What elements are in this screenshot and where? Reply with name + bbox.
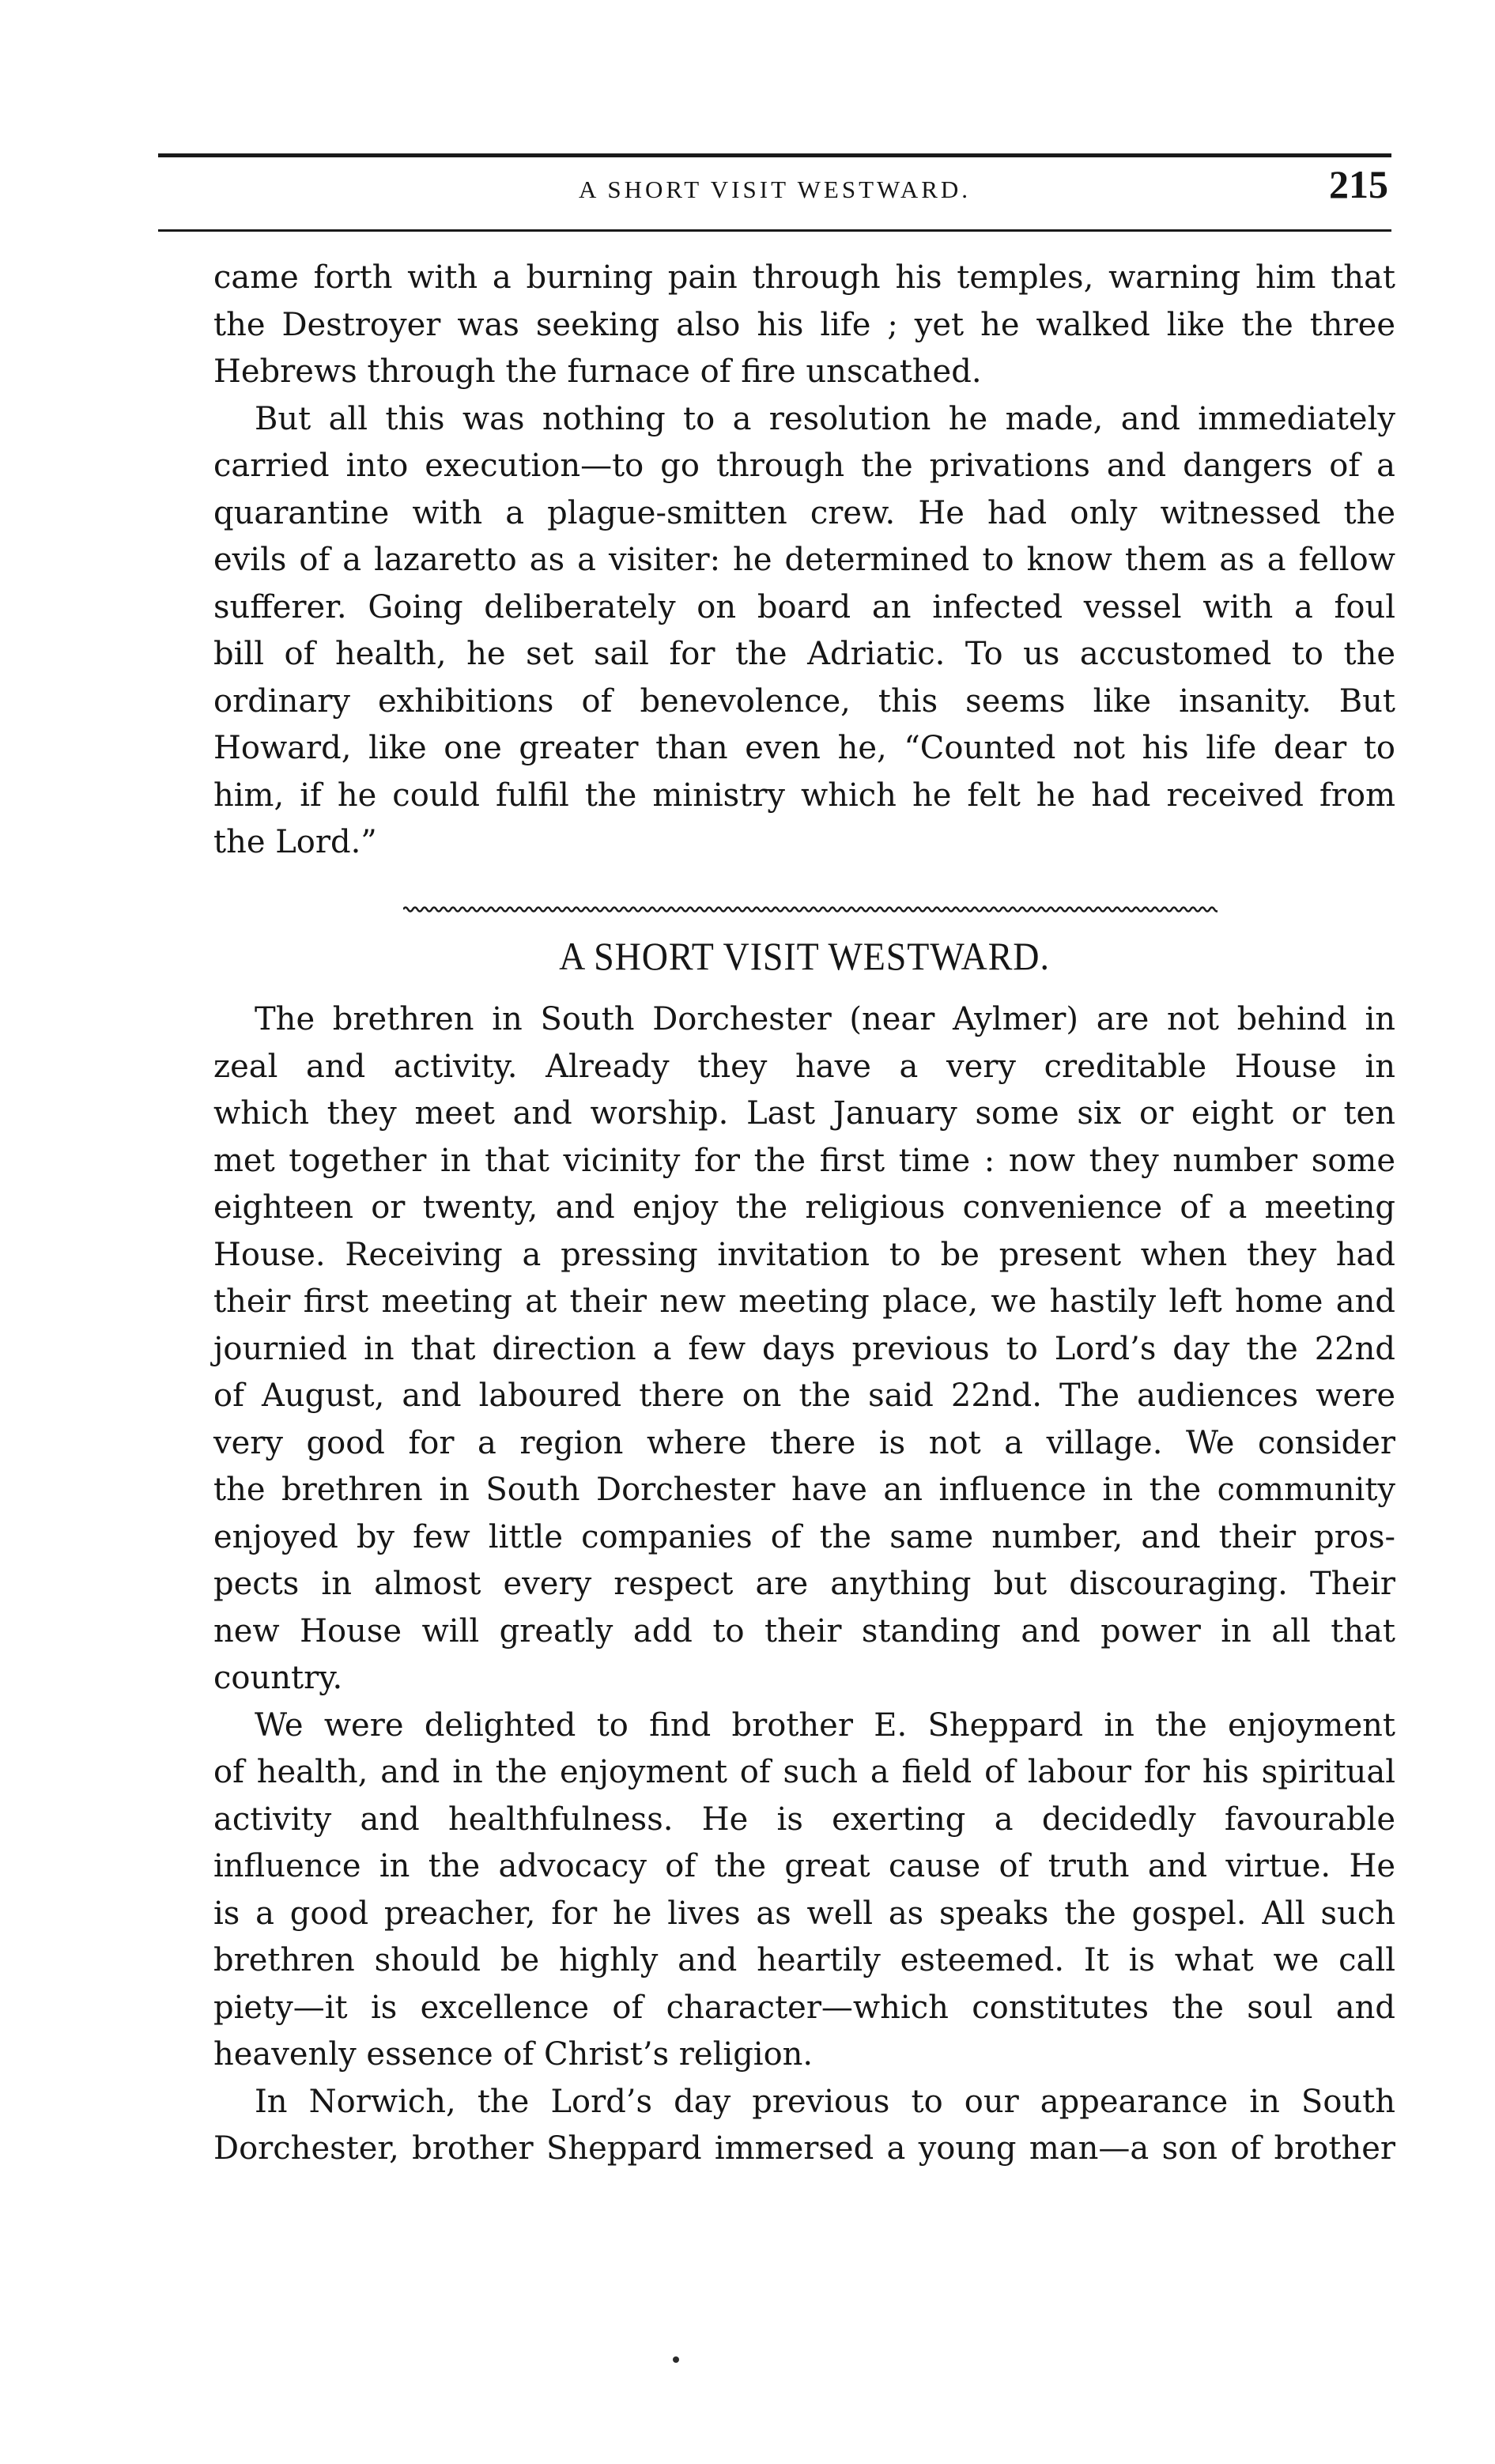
text-line: new House will greatly add to their standing and power in all that bbox=[213, 1612, 1395, 1650]
header-top-rule bbox=[158, 153, 1391, 157]
text-line: activity and healthfulness. He is exerting a decidedly favourable bbox=[213, 1801, 1395, 1838]
text-line: sufferer. Going deliberately on board an infected vessel with a foul bbox=[213, 588, 1395, 625]
text-line: Hebrews through the furnace of fire unscathed. bbox=[213, 353, 982, 390]
text-line: bill of health, he set sail for the Adriatic. To us accustomed to the bbox=[213, 636, 1395, 672]
text-line: ordinary exhibitions of benevolence, this seems like insanity. But bbox=[213, 682, 1395, 720]
text-line: brethren should be highly and heartily esteemed. It is what we call bbox=[213, 1942, 1395, 1978]
page-number: 215 bbox=[1329, 162, 1388, 206]
text-line: the Lord.” bbox=[213, 824, 377, 860]
text-line: piety—it is excellence of character—which constitutes the soul and bbox=[213, 1989, 1395, 2026]
text-line: is a good preacher, for he lives as well as speaks the gospel. All such bbox=[213, 1895, 1395, 1932]
running-header bbox=[158, 161, 1391, 217]
text-line: quarantine with a plague-smitten crew. He had only witnessed the bbox=[213, 494, 1395, 531]
text-line: of August, and laboured there on the said 22nd. The audiences were bbox=[213, 1377, 1395, 1414]
paragraph bbox=[213, 2079, 1395, 2173]
text-line: But all this was nothing to a resolution he made, and immediately bbox=[255, 400, 1395, 437]
text-line: of health, and in the enjoyment of such a field of labour for his spiritual bbox=[213, 1754, 1395, 1790]
text-line: zeal and activity. Already they have a very creditable House in bbox=[213, 1048, 1395, 1085]
text-line: journied in that direction a few days previous to Lord’s day the 22nd bbox=[213, 1330, 1395, 1367]
text-line: the brethren in South Dorchester have an influence in the community bbox=[213, 1472, 1395, 1508]
paragraph bbox=[213, 396, 1395, 867]
text-line: their first meeting at their new meeting place, we hastily left home and bbox=[213, 1283, 1395, 1320]
text-line: came forth with a burning pain through his temples, warning him that bbox=[213, 259, 1395, 296]
text-line: House. Receiving a pressing invitation to be present when they had bbox=[213, 1236, 1395, 1273]
text-line: In Norwich, the Lord’s day previous to our appearance in South bbox=[255, 2083, 1395, 2120]
text-line: country. bbox=[213, 1660, 343, 1696]
text-line: heavenly essence of Christ’s religion. bbox=[213, 2036, 814, 2073]
article-body bbox=[213, 996, 1395, 2173]
text-line: The brethren in South Dorchester (near Aylmer) are not behind in bbox=[255, 1001, 1395, 1037]
text-line: pects in almost every respect are anything but discouraging. Their bbox=[213, 1566, 1395, 1602]
text-line: Dorchester, brother Sheppard immersed a young man—a son of brother bbox=[213, 2130, 1395, 2167]
paragraph bbox=[213, 996, 1395, 1703]
paragraph bbox=[213, 1703, 1395, 2079]
text-line: met together in that vicinity for the first time : now they number some bbox=[213, 1142, 1395, 1179]
text-line: We were delighted to find brother E. Sheppard in the enjoyment bbox=[255, 1706, 1395, 1744]
text-line: him, if he could fulfil the ministry which he felt he had received from bbox=[213, 777, 1395, 814]
article-heading: A SHORT VISIT WESTWARD. bbox=[559, 934, 1050, 978]
text-line: eighteen or twenty, and enjoy the religious convenience of a meeting bbox=[213, 1189, 1395, 1226]
ornamental-divider bbox=[403, 901, 1218, 917]
running-title: A SHORT VISIT WESTWARD. bbox=[578, 176, 972, 203]
continued-article-text bbox=[213, 255, 1395, 867]
text-line: enjoyed by few little companies of the same number, and their pros- bbox=[213, 1518, 1395, 1555]
text-line: the Destroyer was seeking also his life ; yet he walked like the three bbox=[213, 306, 1395, 343]
text-line: carried into execution—to go through the privations and dangers of a bbox=[213, 448, 1395, 484]
paragraph bbox=[213, 255, 1395, 396]
text-line: evils of a lazaretto as a visiter: he determined to know them as a fellow bbox=[213, 542, 1395, 578]
text-line: very good for a region where there is not a village. We consider bbox=[213, 1424, 1395, 1461]
header-bottom-rule bbox=[158, 229, 1391, 232]
text-line: which they meet and worship. Last January some six or eight or ten bbox=[213, 1095, 1395, 1132]
page-mark bbox=[673, 2356, 679, 2363]
text-line: Howard, like one greater than even he, “Counted not his life dear to bbox=[213, 730, 1395, 766]
text-line: influence in the advocacy of the great cause of truth and virtue. He bbox=[213, 1848, 1395, 1884]
